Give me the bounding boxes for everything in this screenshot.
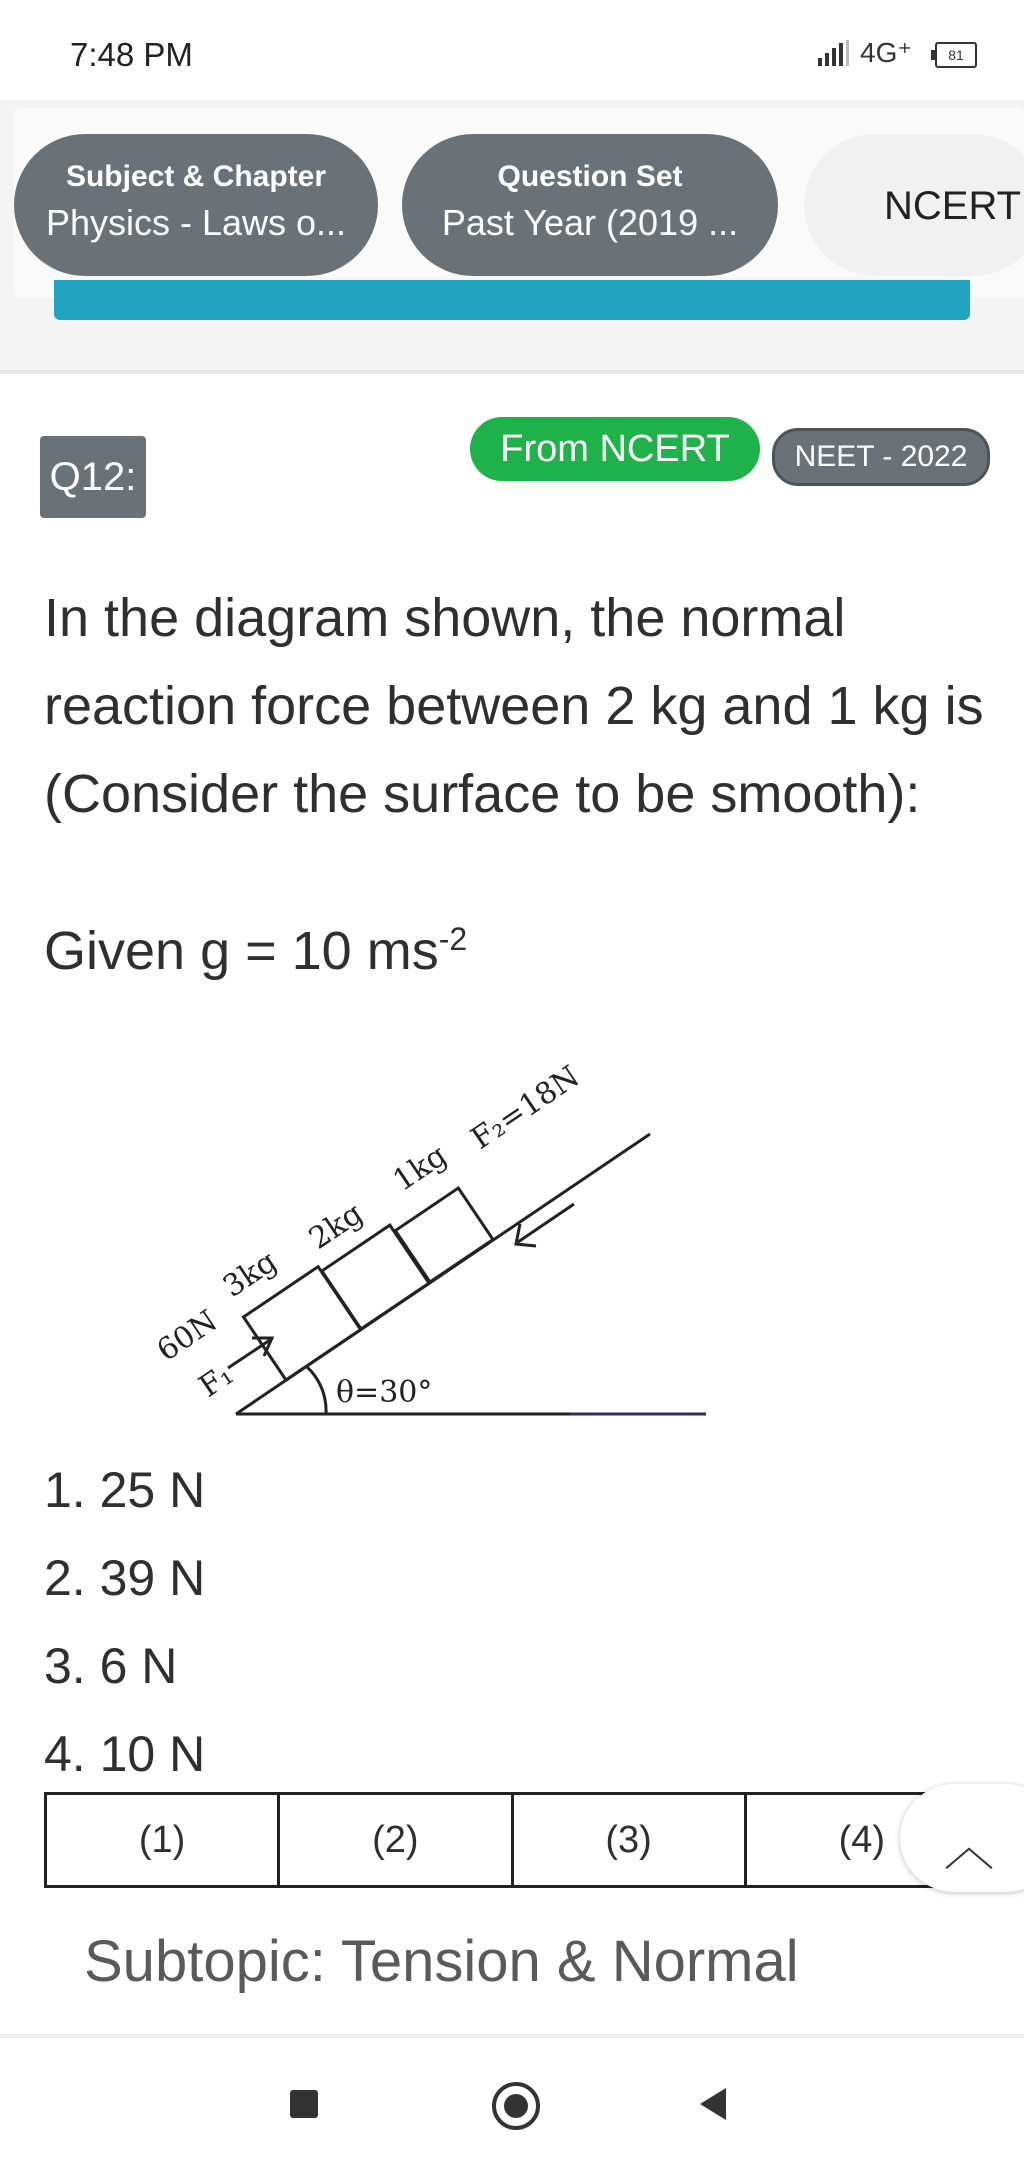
filter-bar [0,100,1024,374]
given-line [44,920,467,982]
label-f1-name: F₁ [192,1357,240,1405]
option-4: 4. 10 N [44,1726,206,1782]
chip-title: Question Set [497,160,683,193]
battery-icon: 81 [935,42,977,68]
chevron-up-icon: ︿ [944,1820,994,1876]
network-type: 4G⁺ [860,37,913,68]
navigation-bar [0,2060,1024,2161]
signal-icon [818,40,852,66]
block-1kg [395,1188,493,1282]
teal-banner[interactable] [54,280,970,320]
answer-cell-2[interactable]: (2) [280,1795,513,1885]
incline-diagram [140,1002,720,1432]
label-2kg: 2kg [302,1196,370,1257]
scroll-up-button[interactable] [900,1784,1024,1892]
label-f1-value: 60N [150,1303,224,1369]
divider [0,2034,1024,2038]
chip-title: Subject & Chapter [65,160,327,193]
label-1kg: 1kg [386,1138,454,1199]
circle-icon[interactable] [492,2082,540,2130]
answer-cell-1[interactable]: (1) [47,1795,280,1885]
status-time: 7:48 PM [70,36,193,73]
label-f2: F₂=18N [464,1059,586,1157]
question-number: Q12: [40,436,146,518]
chip-value: Physics - Laws o... [45,202,347,243]
options-list [44,1446,205,1798]
question-card [0,374,1024,2054]
filter-chips [14,108,1024,298]
triangle-back-icon[interactable] [700,2088,726,2120]
square-icon[interactable] [290,2090,318,2118]
option-3: 3. 6 N [44,1638,178,1694]
label-angle: θ=30° [336,1375,433,1410]
f2-arrow [518,1204,574,1242]
answer-cell-4[interactable]: (4) [838,1819,886,1861]
option-2: 2. 39 N [44,1550,206,1606]
answer-table [44,1792,980,1888]
option-1: 1. 25 N [44,1462,206,1518]
status-bar [0,0,1024,100]
source-badge: From NCERT [470,417,760,481]
chip-value: Past Year (2019 ... [441,202,739,243]
angle-arc [306,1366,326,1414]
given-text: Given g = 10 ms [44,921,439,981]
question-set-chip[interactable] [402,134,778,276]
subject-chapter-chip[interactable] [14,134,378,276]
label-3kg: 3kg [216,1244,284,1305]
subtopic: Subtopic: Tension & Normal [84,1929,799,1994]
answer-cell-3[interactable]: (3) [514,1795,747,1885]
question-text: In the diagram shown, the normal reaction force between 2 kg and 1 kg is (Consider the surface to be smooth): [44,588,984,824]
ncert-chip[interactable] [804,134,1024,276]
chip-title: NCERT [884,184,1022,228]
exam-badge: NEET - 2022 [772,428,990,486]
given-exponent: -2 [438,921,468,957]
